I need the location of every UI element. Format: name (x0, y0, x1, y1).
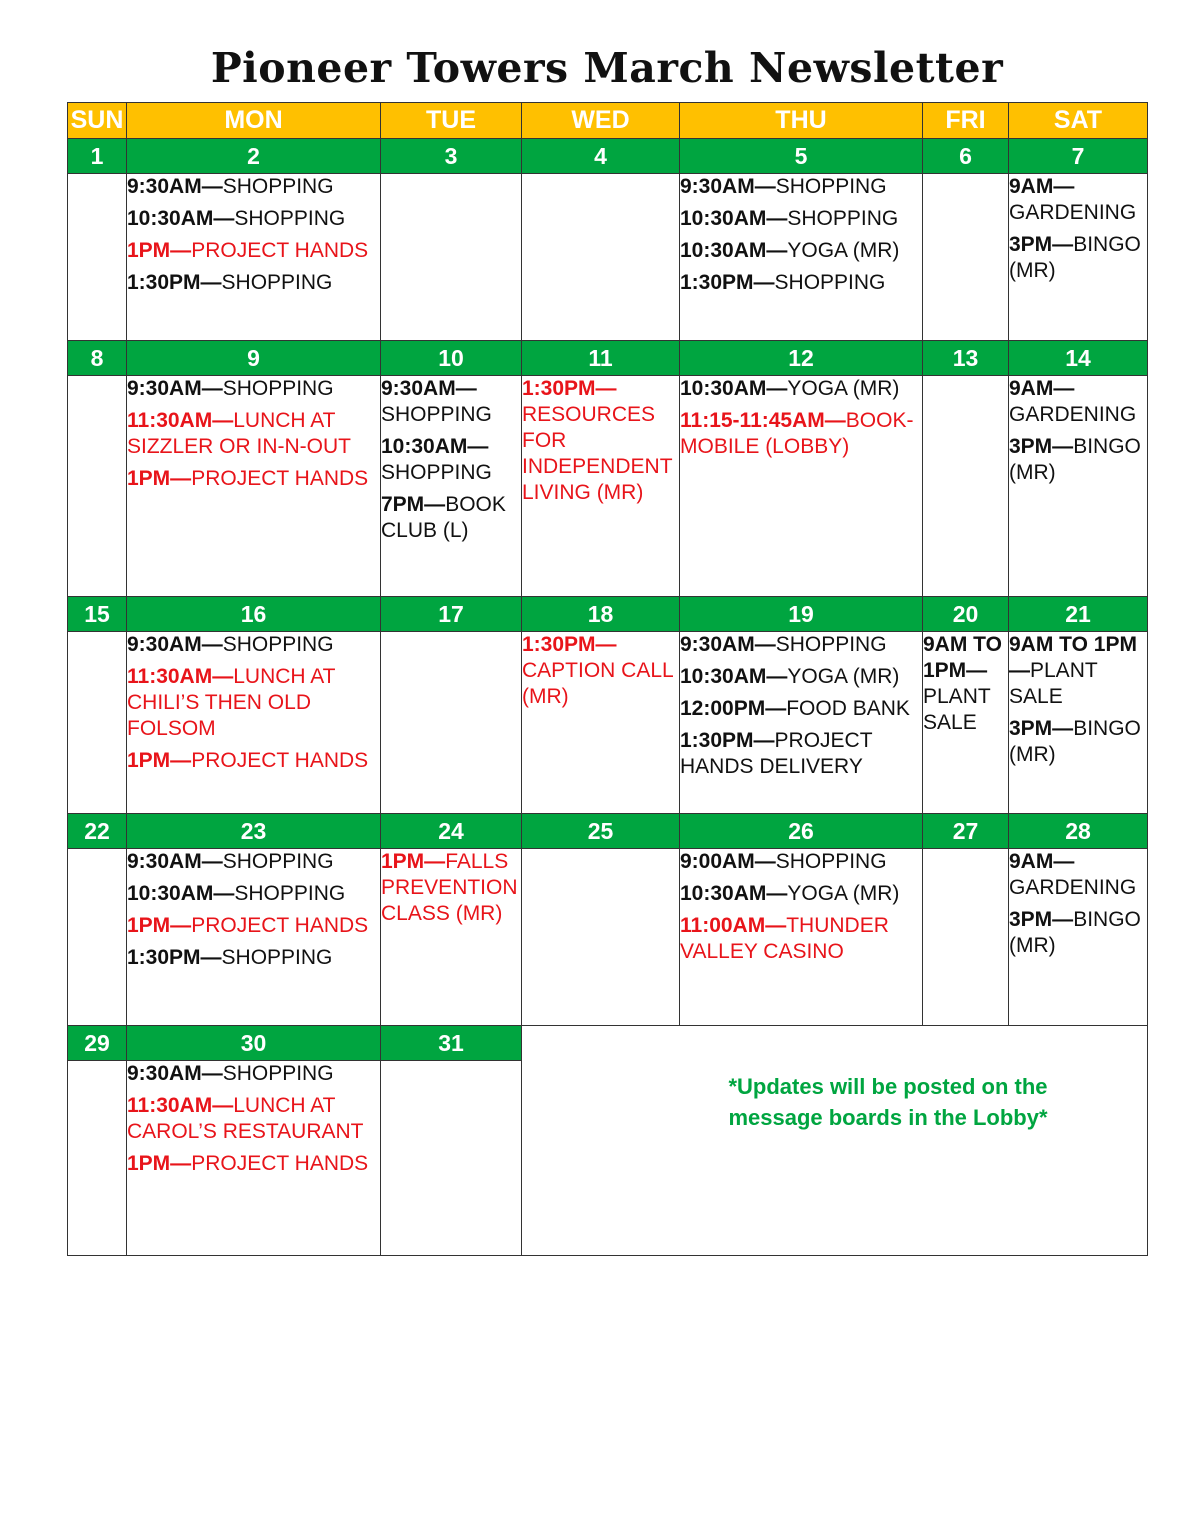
event-title: SHOPPING (222, 633, 334, 656)
event-title: SHOPPING (222, 175, 334, 198)
event-time: 1:30PM— (127, 946, 222, 969)
event-title: SHOPPING (381, 461, 492, 484)
event-time: 9:30AM— (680, 633, 776, 656)
event-time: 9:30AM— (127, 850, 223, 873)
day-cell-18 (522, 632, 680, 814)
event-title: YOGA (MR) (787, 665, 900, 688)
day-cell-27 (923, 849, 1009, 1026)
event-time: 1PM— (381, 850, 446, 873)
event-item (127, 1151, 380, 1177)
event-title: YOGA (MR) (787, 377, 900, 400)
event-title: PLANT SALE (923, 685, 991, 734)
event-item (381, 434, 521, 486)
date-number-24: 24 (381, 814, 522, 849)
weekday-sun: SUN (68, 103, 127, 139)
event-time: 10:30AM— (680, 239, 788, 262)
event-item (1009, 632, 1147, 710)
event-item (522, 632, 679, 710)
event-time: 3PM— (1009, 233, 1074, 256)
event-title: FALLS PREVENTION CLASS (MR) (381, 850, 518, 925)
event-time: 9AM TO 1PM— (1009, 633, 1137, 682)
weekday-thu: THU (680, 103, 923, 139)
weekday-fri: FRI (923, 103, 1009, 139)
event-title: THUNDER VALLEY CASINO (680, 914, 889, 963)
event-time: 1PM— (127, 467, 192, 490)
event-time: 9:30AM— (127, 1062, 223, 1085)
event-item (127, 664, 380, 742)
day-cell-25 (522, 849, 680, 1026)
event-item (680, 881, 922, 907)
event-time: 1:30PM— (522, 633, 617, 656)
event-item (127, 1093, 380, 1145)
day-cell-16 (127, 632, 381, 814)
day-cell-21 (1009, 632, 1148, 814)
event-time: 10:30AM— (127, 207, 235, 230)
event-item (127, 748, 380, 774)
event-item (680, 664, 922, 690)
event-title: SHOPPING (222, 1062, 334, 1085)
event-time: 9AM— (1009, 377, 1075, 400)
legend-entry: (MR): Meeting Room (884, 1167, 1098, 1192)
event-time: 11:30AM— (127, 409, 234, 432)
event-item (680, 206, 922, 232)
date-number-14: 14 (1009, 341, 1148, 376)
legend-row (629, 1133, 1147, 1164)
day-cell-28 (1009, 849, 1148, 1026)
day-cell-29 (68, 1061, 127, 1256)
event-title: PLANT SALE (1009, 659, 1098, 708)
event-item (680, 696, 922, 722)
day-cell-24 (381, 849, 522, 1026)
date-number-10: 10 (381, 341, 522, 376)
event-title: LUNCH AT SIZZLER OR IN-N-OUT (127, 409, 351, 458)
event-title: SHOPPING (381, 403, 492, 426)
event-title: YOGA (MR) (787, 239, 900, 262)
date-number-6: 6 (923, 139, 1009, 174)
event-title: BOOK CLUB (L) (381, 493, 506, 542)
event-title: SHOPPING (787, 207, 899, 230)
event-item (381, 849, 521, 927)
weekday-wed: WED (522, 103, 680, 139)
date-number-31: 31 (381, 1026, 522, 1061)
day-cell-6 (923, 174, 1009, 341)
date-number-13: 13 (923, 341, 1009, 376)
day-cell-13 (923, 376, 1009, 597)
day-cell-11 (522, 376, 680, 597)
date-number-22: 22 (68, 814, 127, 849)
day-cell-3 (381, 174, 522, 341)
event-title: SHOPPING (234, 882, 346, 905)
event-time: 11:30AM— (127, 1094, 234, 1117)
date-number-5: 5 (680, 139, 923, 174)
event-item (127, 270, 380, 296)
updates-note-line-2: message boards in the Lobby* (728, 1105, 1048, 1130)
event-time: 3PM— (1009, 908, 1074, 931)
event-item (381, 492, 521, 544)
date-number-19: 19 (680, 597, 923, 632)
legend-row (629, 1164, 1147, 1195)
event-item (127, 632, 380, 658)
day-cell-2 (127, 174, 381, 341)
date-number-16: 16 (127, 597, 381, 632)
event-title: SHOPPING (222, 377, 334, 400)
event-title: BOOK-MOBILE (LOBBY) (680, 409, 914, 458)
event-time: 9AM TO 1PM— (923, 633, 1002, 682)
date-number-27: 27 (923, 814, 1009, 849)
event-title: BINGO (MR) (1009, 908, 1141, 957)
date-number-30: 30 (127, 1026, 381, 1061)
event-item (522, 376, 679, 506)
day-cell-17 (381, 632, 522, 814)
updates-note-line-1: *Updates will be posted on the (728, 1074, 1048, 1099)
date-number-21: 21 (1009, 597, 1148, 632)
event-item (680, 913, 922, 965)
calendar-grid (67, 102, 1148, 1256)
event-item (1009, 174, 1147, 226)
event-time: 9:30AM— (127, 175, 223, 198)
event-item (127, 238, 380, 264)
event-title: GARDENING (1009, 201, 1137, 224)
event-title: SHOPPING (775, 633, 887, 656)
weekday-mon: MON (127, 103, 381, 139)
event-time: 9:30AM— (127, 633, 223, 656)
event-time: 1:30PM— (680, 729, 775, 752)
event-item (1009, 232, 1147, 284)
event-title: LUNCH AT CHILI’S THEN OLD FOLSOM (127, 665, 336, 740)
event-time: 7PM— (381, 493, 446, 516)
legend-entry: (DR): Dining room (690, 1136, 880, 1161)
day-cell-31 (381, 1061, 522, 1256)
date-number-11: 11 (522, 341, 680, 376)
event-title: GARDENING (1009, 403, 1137, 426)
event-title: RESOURCES FOR INDEPENDENT LIVING (MR) (522, 403, 673, 504)
date-number-7: 7 (1009, 139, 1148, 174)
event-time: 10:30AM— (127, 882, 235, 905)
event-time: 3PM— (1009, 435, 1074, 458)
legend-entry: (GR): Garden Room (887, 1136, 1095, 1161)
date-number-12: 12 (680, 341, 923, 376)
day-cell-26 (680, 849, 923, 1026)
week-2-date-row (68, 341, 1148, 376)
notes-box (522, 1026, 1148, 1256)
event-title: PROJECT HANDS (191, 239, 369, 262)
event-item (1009, 434, 1147, 486)
event-title: SHOPPING (234, 207, 346, 230)
week-4-events-row (68, 849, 1148, 1026)
date-number-26: 26 (680, 814, 923, 849)
event-item (923, 632, 1008, 736)
day-cell-22 (68, 849, 127, 1026)
event-title: PROJECT HANDS (191, 749, 369, 772)
date-number-15: 15 (68, 597, 127, 632)
event-title: SHOPPING (221, 271, 333, 294)
event-time: 1PM— (127, 914, 192, 937)
newsletter-title: Pioneer Towers March Newsletter (210, 44, 1004, 92)
event-item (680, 174, 922, 200)
date-number-9: 9 (127, 341, 381, 376)
day-cell-14 (1009, 376, 1148, 597)
event-time: 1PM— (127, 239, 192, 262)
event-item (680, 376, 922, 402)
event-item (127, 466, 380, 492)
day-cell-9 (127, 376, 381, 597)
event-item (680, 849, 922, 875)
event-item (680, 238, 922, 264)
event-item (381, 376, 521, 428)
weekday-sat: SAT (1009, 103, 1148, 139)
event-item (1009, 849, 1147, 901)
event-title: SHOPPING (774, 271, 886, 294)
day-cell-4 (522, 174, 680, 341)
event-time: 11:00AM— (680, 914, 787, 937)
event-time: 1:30PM— (680, 271, 775, 294)
date-number-25: 25 (522, 814, 680, 849)
date-number-29: 29 (68, 1026, 127, 1061)
event-time: 1PM— (127, 749, 192, 772)
event-item (680, 632, 922, 658)
day-cell-1 (68, 174, 127, 341)
event-time: 9AM— (1009, 175, 1075, 198)
day-cell-30 (127, 1061, 381, 1256)
event-time: 10:30AM— (680, 882, 788, 905)
event-time: 11:30AM— (127, 665, 234, 688)
day-cell-12 (680, 376, 923, 597)
event-title: SHOPPING (221, 946, 333, 969)
week-4-date-row (68, 814, 1148, 849)
event-item (1009, 376, 1147, 428)
event-title: BINGO (MR) (1009, 717, 1141, 766)
week-1-date-row (68, 139, 1148, 174)
event-time: 10:30AM— (680, 665, 788, 688)
date-number-1: 1 (68, 139, 127, 174)
event-time: 3PM— (1009, 717, 1074, 740)
week-3-date-row (68, 597, 1148, 632)
date-number-20: 20 (923, 597, 1009, 632)
day-cell-23 (127, 849, 381, 1026)
week-5-date-row (68, 1026, 1148, 1061)
event-item (127, 174, 380, 200)
event-title: PROJECT HANDS (191, 467, 369, 490)
event-item (1009, 716, 1147, 768)
event-title: BINGO (MR) (1009, 435, 1141, 484)
event-title: LUNCH AT CAROL’S RESTAURANT (127, 1094, 364, 1143)
event-time: 11:15-11:45AM— (680, 409, 846, 432)
event-item (680, 408, 922, 460)
event-item (127, 376, 380, 402)
week-3-events-row (68, 632, 1148, 814)
event-item (680, 270, 922, 296)
event-title: BINGO (MR) (1009, 233, 1141, 282)
event-time: 10:30AM— (381, 435, 489, 458)
date-number-17: 17 (381, 597, 522, 632)
weekday-tue: TUE (381, 103, 522, 139)
event-title: SHOPPING (775, 850, 887, 873)
event-item (127, 881, 380, 907)
day-cell-20 (923, 632, 1009, 814)
event-time: 10:30AM— (680, 377, 788, 400)
notes-content (522, 1026, 1147, 1195)
event-time: 9:00AM— (680, 850, 776, 873)
event-time: 9:30AM— (680, 175, 776, 198)
event-item (127, 945, 380, 971)
event-time: 9:30AM— (381, 377, 477, 400)
event-title: PROJECT HANDS DELIVERY (680, 729, 873, 778)
event-title: PROJECT HANDS (191, 914, 369, 937)
day-cell-15 (68, 632, 127, 814)
event-title: GARDENING (1009, 876, 1137, 899)
week-1-events-row (68, 174, 1148, 341)
event-title: PROJECT HANDS (191, 1152, 369, 1175)
event-item (1009, 907, 1147, 959)
event-title: YOGA (MR) (787, 882, 900, 905)
event-title: SHOPPING (222, 850, 334, 873)
event-item (127, 408, 380, 460)
day-cell-7 (1009, 174, 1148, 341)
event-time: 9AM— (1009, 850, 1075, 873)
date-number-2: 2 (127, 139, 381, 174)
event-time: 1:30PM— (127, 271, 222, 294)
day-cell-10 (381, 376, 522, 597)
date-number-4: 4 (522, 139, 680, 174)
date-number-23: 23 (127, 814, 381, 849)
weekday-header-row (68, 103, 1148, 139)
event-item (127, 913, 380, 939)
event-item (680, 728, 922, 780)
event-title: SHOPPING (775, 175, 887, 198)
date-number-3: 3 (381, 139, 522, 174)
event-time: 10:30AM— (680, 207, 788, 230)
event-item (127, 849, 380, 875)
event-title: CAPTION CALL (MR) (522, 659, 673, 708)
legend-entry: (L): Library (723, 1167, 840, 1192)
event-item (127, 206, 380, 232)
event-time: 12:00PM— (680, 697, 787, 720)
week-2-events-row (68, 376, 1148, 597)
day-cell-5 (680, 174, 923, 341)
event-title: FOOD BANK (786, 697, 910, 720)
date-number-8: 8 (68, 341, 127, 376)
event-time: 1:30PM— (522, 377, 617, 400)
date-number-18: 18 (522, 597, 680, 632)
event-time: 9:30AM— (127, 377, 223, 400)
date-number-28: 28 (1009, 814, 1148, 849)
event-item (127, 1061, 380, 1087)
day-cell-19 (680, 632, 923, 814)
event-time: 1PM— (127, 1152, 192, 1175)
day-cell-8 (68, 376, 127, 597)
